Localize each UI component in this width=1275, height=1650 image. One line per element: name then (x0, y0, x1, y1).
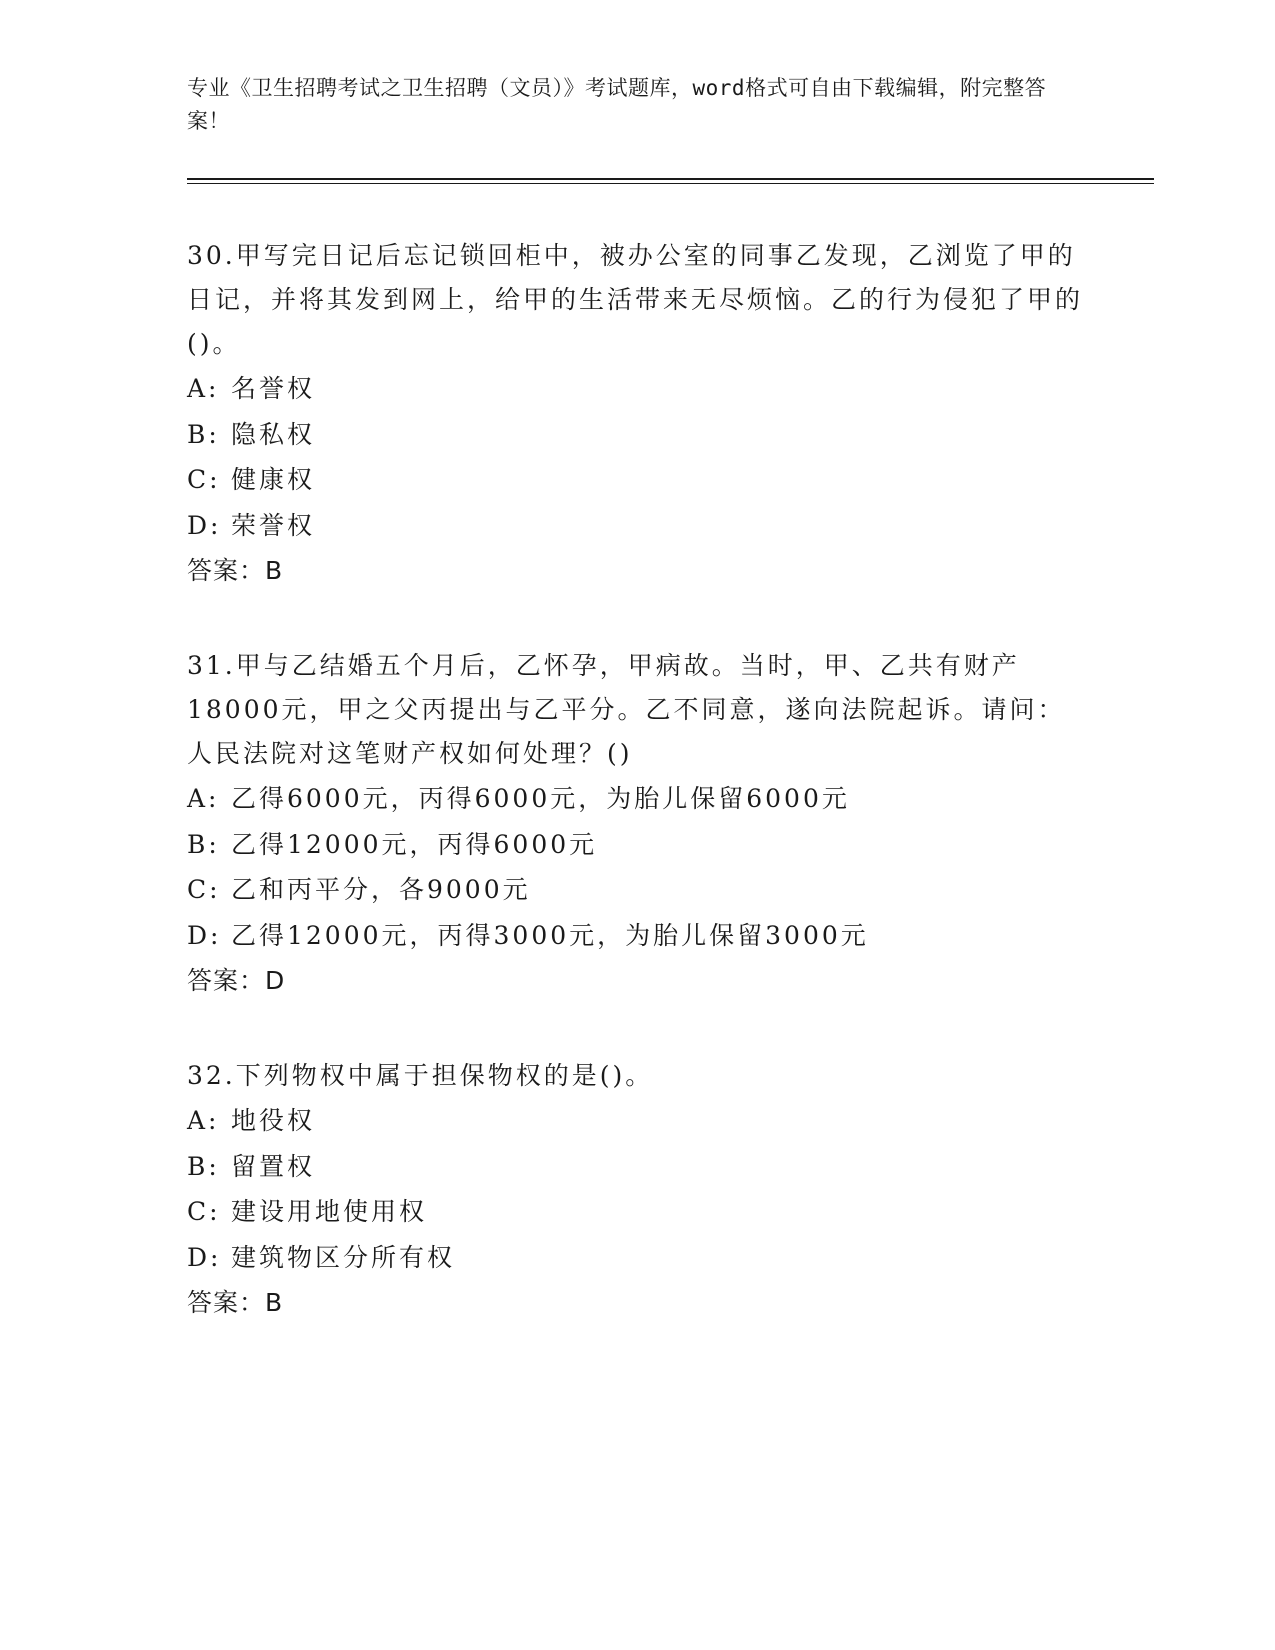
option-label: B: (187, 829, 220, 859)
option-text: 乙得12000元，丙得6000元 (231, 829, 598, 859)
question-number: 31. (187, 651, 236, 680)
option-text: 建设用地使用权 (231, 1197, 428, 1226)
option-label: A: (187, 374, 220, 403)
option-d (187, 503, 1087, 549)
option-text: 名誉权 (231, 374, 316, 403)
document-header: 专业《卫生招聘考试之卫生招聘（文员）》考试题库，word格式可自由下载编辑，附完整答案！ (187, 76, 1047, 133)
option-label: A: (187, 784, 220, 813)
option-text: 隐私权 (231, 419, 316, 449)
option-text: 建筑物区分所有权 (231, 1242, 456, 1272)
option-text: 地役权 (231, 1106, 316, 1135)
option-label: C: (187, 875, 221, 904)
option-a (187, 776, 1087, 822)
question-text (187, 234, 1087, 366)
option-b (187, 412, 1087, 458)
question-32 (187, 1054, 1087, 1325)
option-text: 荣誉权 (231, 510, 316, 540)
header-divider-bottom (187, 183, 1154, 184)
question-31 (187, 644, 1087, 1003)
option-label: D: (187, 510, 222, 540)
question-number: 32. (187, 1061, 236, 1090)
question-number: 30. (187, 241, 236, 270)
option-c (187, 1189, 1087, 1235)
answer-line: 答案：B (187, 1288, 284, 1317)
option-text: 乙和丙平分，各9000元 (231, 875, 531, 904)
option-label: B: (187, 419, 220, 449)
header-divider-top (187, 178, 1154, 180)
option-text: 乙得12000元，丙得3000元，为胎儿保留3000元 (231, 920, 869, 950)
option-label: A: (187, 1106, 220, 1135)
option-text: 留置权 (231, 1151, 316, 1181)
answer-line: 答案：B (187, 556, 284, 585)
option-label: D: (187, 920, 222, 950)
question-text (187, 1054, 1087, 1098)
option-b (187, 822, 1087, 868)
option-a (187, 1098, 1087, 1144)
option-label: C: (187, 1197, 221, 1226)
option-a (187, 366, 1087, 412)
option-text: 乙得6000元，丙得6000元，为胎儿保留6000元 (231, 784, 850, 813)
option-d (187, 913, 1087, 959)
question-body: 下列物权中属于担保物权的是()。 (235, 1061, 654, 1090)
option-label: D: (187, 1242, 222, 1272)
option-b (187, 1144, 1087, 1190)
option-c (187, 457, 1087, 503)
question-text (187, 644, 1087, 776)
option-label: C: (187, 465, 221, 494)
option-d (187, 1235, 1087, 1281)
option-label: B: (187, 1151, 220, 1181)
option-text: 健康权 (231, 465, 316, 494)
option-c (187, 867, 1087, 913)
question-30 (187, 234, 1087, 593)
answer-line: 答案：D (187, 966, 286, 995)
question-body: 甲写完日记后忘记锁回柜中，被办公室的同事乙发现，乙浏览了甲的日记，并将其发到网上，给甲的生活带来无尽烦恼。乙的行为侵犯了甲的()。 (187, 241, 1084, 358)
question-body: 甲与乙结婚五个月后，乙怀孕，甲病故。当时，甲、乙共有财产18000元，甲之父丙提出与乙平分。乙不同意，遂向法院起诉。请问：人民法院对这笔财产权如何处理？() (187, 651, 1066, 768)
